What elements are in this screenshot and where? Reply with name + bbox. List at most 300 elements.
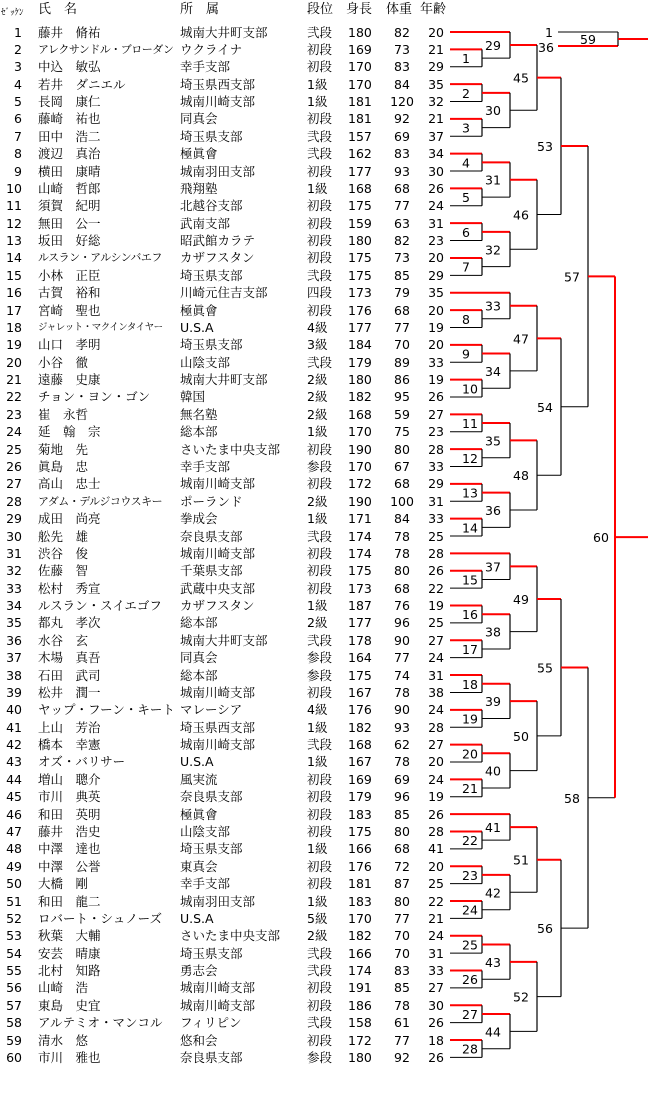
player-age: 23 <box>428 424 444 440</box>
player-affiliation: 城南大井町支部 <box>180 372 268 388</box>
player-age: 25 <box>428 528 444 544</box>
player-number: 14 <box>6 250 22 266</box>
round1-match-number: 2 <box>462 85 470 101</box>
player-rank: 弐段 <box>307 354 333 370</box>
player-name: 水谷 玄 <box>38 632 89 648</box>
round2-match-number: 43 <box>485 954 501 970</box>
player-height: 157 <box>348 128 372 144</box>
final-match-number: 60 <box>593 530 609 546</box>
player-name: 舩先 雄 <box>38 528 89 544</box>
player-weight: 80 <box>394 893 410 909</box>
player-rank: 初段 <box>307 1032 333 1048</box>
player-affiliation: 城南羽田支部 <box>180 163 256 179</box>
player-weight: 90 <box>394 632 410 648</box>
player-number: 24 <box>6 424 22 440</box>
player-weight: 78 <box>394 754 410 770</box>
player-number: 7 <box>14 128 22 144</box>
player-rank: 1級 <box>307 841 328 857</box>
player-affiliation: U.S.A <box>180 319 214 335</box>
round3-match-number: 46 <box>513 207 529 223</box>
player-number: 33 <box>6 580 22 596</box>
player-rank: 弐段 <box>307 737 333 753</box>
player-name: 石田 武司 <box>38 667 101 683</box>
round2-match-number: 32 <box>485 242 501 258</box>
player-affiliation: 奈良県支部 <box>180 528 243 544</box>
player-age: 30 <box>428 997 444 1013</box>
player-name: 田中 浩二 <box>38 128 101 144</box>
player-name: 小林 正臣 <box>38 267 101 283</box>
player-weight: 87 <box>394 876 410 892</box>
player-age: 29 <box>428 267 444 283</box>
player-age: 33 <box>428 511 444 527</box>
round1-match-number: 25 <box>462 937 478 953</box>
player-height: 175 <box>348 198 372 214</box>
player-rank: 初段 <box>307 476 333 492</box>
player-rank: 初段 <box>307 198 333 214</box>
round1-match-number: 27 <box>462 1006 478 1022</box>
player-affiliation: 東真会 <box>180 858 218 874</box>
player-number: 38 <box>6 667 22 683</box>
player-age: 28 <box>428 719 444 735</box>
round1-match-number: 6 <box>462 224 470 240</box>
player-weight: 79 <box>394 285 410 301</box>
player-weight: 68 <box>394 580 410 596</box>
player-rank: 初段 <box>307 876 333 892</box>
player-weight: 93 <box>394 163 410 179</box>
player-height: 170 <box>348 424 372 440</box>
player-affiliation: 勇志会 <box>180 963 218 979</box>
player-height: 168 <box>348 406 372 422</box>
player-weight: 68 <box>394 841 410 857</box>
player-number: 16 <box>6 285 22 301</box>
round2-match-number: 41 <box>485 820 501 836</box>
player-number: 49 <box>6 858 22 874</box>
player-number: 5 <box>14 94 22 110</box>
player-number: 39 <box>6 684 22 700</box>
player-name: ルスラン・アルシンバエフ <box>38 251 162 265</box>
player-age: 19 <box>428 372 444 388</box>
player-weight: 96 <box>394 789 410 805</box>
player-age: 35 <box>428 285 444 301</box>
player-name: 中澤 達也 <box>38 841 101 857</box>
player-height: 182 <box>348 719 372 735</box>
player-name: 高山 忠士 <box>38 476 101 492</box>
player-age: 33 <box>428 354 444 370</box>
player-number: 37 <box>6 650 22 666</box>
player-rank: 2級 <box>307 372 328 388</box>
player-name: 秋葉 大輔 <box>38 928 101 944</box>
header-weight: 体重 <box>386 2 413 17</box>
player-name: 橋本 幸憲 <box>38 737 101 753</box>
player-affiliation: 城南川崎支部 <box>180 684 256 700</box>
round1-match-number: 16 <box>462 607 478 623</box>
player-height: 173 <box>348 285 372 301</box>
player-age: 33 <box>428 963 444 979</box>
player-rank: 1級 <box>307 94 328 110</box>
player-rank: 弐段 <box>307 1015 333 1031</box>
player-name: 渡辺 真治 <box>38 146 101 162</box>
player-height: 176 <box>348 302 372 318</box>
player-number: 20 <box>6 354 22 370</box>
player-name: ヤップ・フーン・キート <box>38 702 175 718</box>
player-rank: 弐段 <box>307 24 333 40</box>
player-affiliation: 川崎元住吉支部 <box>180 285 268 301</box>
player-number: 32 <box>6 563 22 579</box>
player-name: 横田 康晴 <box>38 163 101 179</box>
player-rank: 弐段 <box>307 128 333 144</box>
player-affiliation: 城南大井町支部 <box>180 632 268 648</box>
player-name: 北村 知路 <box>38 963 101 979</box>
player-number: 3 <box>14 59 22 75</box>
player-age: 20 <box>428 858 444 874</box>
player-name: 長岡 康仁 <box>38 94 101 110</box>
player-weight: 82 <box>394 233 410 249</box>
player-age: 19 <box>428 319 444 335</box>
player-name: 無田 公一 <box>38 215 101 231</box>
player-weight: 77 <box>394 910 410 926</box>
player-weight: 86 <box>394 372 410 388</box>
player-number: 35 <box>6 615 22 631</box>
player-affiliation: 城南川崎支部 <box>180 737 256 753</box>
player-age: 27 <box>428 632 444 648</box>
round1-match-number: 3 <box>462 120 470 136</box>
player-height: 167 <box>348 684 372 700</box>
player-weight: 70 <box>394 337 410 353</box>
player-name: 松井 潤一 <box>38 684 101 700</box>
player-height: 172 <box>348 1032 372 1048</box>
round2-match-number: 44 <box>485 1024 501 1040</box>
round1-match-number: 11 <box>462 416 478 432</box>
player-weight: 90 <box>394 702 410 718</box>
player-weight: 80 <box>394 563 410 579</box>
player-affiliation: ウクライナ <box>180 41 243 57</box>
player-height: 164 <box>348 650 372 666</box>
player-affiliation: 総本部 <box>180 615 218 631</box>
player-height: 170 <box>348 910 372 926</box>
player-rank: 3級 <box>307 337 328 353</box>
player-affiliation: フィリピン <box>180 1015 242 1031</box>
player-rank: 弐段 <box>307 945 333 961</box>
player-weight: 83 <box>394 146 410 162</box>
player-rank: 4級 <box>307 702 328 718</box>
player-rank: 弐段 <box>307 632 333 648</box>
player-age: 28 <box>428 823 444 839</box>
player-affiliation: さいたま中央支部 <box>180 928 281 944</box>
player-rank: 初段 <box>307 580 333 596</box>
round1-match-number: 5 <box>462 190 470 206</box>
player-weight: 77 <box>394 319 410 335</box>
player-number: 25 <box>6 441 22 457</box>
player-name: 木場 真吾 <box>38 650 101 666</box>
player-height: 175 <box>348 823 372 839</box>
player-rank: 初段 <box>307 684 333 700</box>
round3-match-number: 50 <box>513 728 529 744</box>
player-height: 175 <box>348 667 372 683</box>
player-number: 2 <box>14 41 22 57</box>
player-height: 171 <box>348 511 372 527</box>
player-affiliation: 埼玉県支部 <box>180 337 243 353</box>
player-age: 27 <box>428 737 444 753</box>
player-height: 170 <box>348 76 372 92</box>
round1-match-number: 1 <box>462 51 470 67</box>
player-name: 成田 尚亮 <box>38 511 101 527</box>
player-weight: 63 <box>394 215 410 231</box>
player-height: 181 <box>348 94 372 110</box>
player-affiliation: 風実流 <box>180 771 218 787</box>
player-height: 190 <box>348 493 372 509</box>
player-height: 187 <box>348 598 372 614</box>
player-number: 28 <box>6 493 22 509</box>
player-height: 176 <box>348 858 372 874</box>
round1-match-number: 17 <box>462 641 478 657</box>
player-age: 27 <box>428 406 444 422</box>
round1-match-number: 19 <box>462 711 478 727</box>
player-weight: 84 <box>394 76 410 92</box>
player-number: 48 <box>6 841 22 857</box>
player-rank: 初段 <box>307 823 333 839</box>
player-number: 40 <box>6 702 22 718</box>
player-number: 31 <box>6 545 22 561</box>
player-weight: 82 <box>394 24 410 40</box>
player-name: 市川 典英 <box>38 789 101 805</box>
player-rank: 弐段 <box>307 267 333 283</box>
player-affiliation: 悠和会 <box>180 1032 218 1048</box>
player-weight: 120 <box>390 94 414 110</box>
player-number: 11 <box>6 198 22 214</box>
player-name: 菊地 先 <box>38 441 89 457</box>
round1-match-number: 22 <box>462 833 478 849</box>
player-age: 24 <box>428 928 444 944</box>
player-affiliation: 埼玉県西支部 <box>180 76 256 92</box>
player-height: 169 <box>348 771 372 787</box>
player-rank: 1級 <box>307 754 328 770</box>
player-affiliation: 幸手支部 <box>180 59 231 75</box>
player-name: 都丸 孝次 <box>38 615 101 631</box>
player-height: 158 <box>348 1015 372 1031</box>
player-name: 藤井 浩史 <box>38 823 101 839</box>
round1-match-number: 10 <box>462 381 478 397</box>
player-age: 34 <box>428 146 444 162</box>
player-weight: 61 <box>394 1015 410 1031</box>
player-height: 168 <box>348 180 372 196</box>
round2-match-number: 39 <box>485 694 501 710</box>
player-height: 175 <box>348 267 372 283</box>
player-affiliation: カザフスタン <box>180 598 255 614</box>
player-affiliation: 飛翔塾 <box>180 180 218 196</box>
player-age: 25 <box>428 876 444 892</box>
player-number: 8 <box>14 146 22 162</box>
header-age: 年齢 <box>420 2 447 17</box>
player-height: 172 <box>348 476 372 492</box>
player-name: 清水 悠 <box>38 1032 89 1048</box>
player-height: 178 <box>348 632 372 648</box>
header-name: 氏 名 <box>38 2 78 17</box>
player-rank: 弐段 <box>307 146 333 162</box>
player-age: 31 <box>428 493 444 509</box>
player-rank: 初段 <box>307 215 333 231</box>
player-affiliation: 埼玉県西支部 <box>180 719 256 735</box>
player-weight: 62 <box>394 737 410 753</box>
player-age: 31 <box>428 667 444 683</box>
player-rank: 初段 <box>307 545 333 561</box>
player-rank: 初段 <box>307 250 333 266</box>
player-height: 179 <box>348 789 372 805</box>
player-name: 渋谷 俊 <box>38 545 89 561</box>
player-number: 36 <box>6 632 22 648</box>
player-rank: 4級 <box>307 319 328 335</box>
player-affiliation: 武蔵中央支部 <box>180 580 256 596</box>
player-weight: 77 <box>394 650 410 666</box>
player-number: 27 <box>6 476 22 492</box>
player-weight: 73 <box>394 41 410 57</box>
player-weight: 72 <box>394 858 410 874</box>
player-height: 182 <box>348 389 372 405</box>
player-height: 159 <box>348 215 372 231</box>
player-name: 和田 龍二 <box>38 893 101 909</box>
player-number: 50 <box>6 876 22 892</box>
round4-match-number: 56 <box>537 921 553 937</box>
top-match-number: 59 <box>580 32 596 47</box>
player-number: 41 <box>6 719 22 735</box>
round2-match-number: 40 <box>485 763 501 779</box>
player-affiliation: 城南大井町支部 <box>180 24 268 40</box>
player-weight: 69 <box>394 128 410 144</box>
player-age: 21 <box>428 910 444 926</box>
player-age: 26 <box>428 563 444 579</box>
player-height: 180 <box>348 24 372 40</box>
header-rank: 段位 <box>307 2 334 17</box>
player-name: 和田 英明 <box>38 806 101 822</box>
round1-match-number: 14 <box>462 520 478 536</box>
player-height: 179 <box>348 354 372 370</box>
player-age: 35 <box>428 76 444 92</box>
player-affiliation: 奈良県支部 <box>180 789 243 805</box>
round4-match-number: 55 <box>537 660 553 676</box>
semifinal-match-number: 58 <box>564 790 580 806</box>
player-name: 藤井 脩祐 <box>38 24 101 40</box>
player-rank: 初段 <box>307 980 333 996</box>
player-affiliation: 城南川崎支部 <box>180 94 256 110</box>
player-affiliation: 拳成会 <box>180 511 218 527</box>
player-height: 186 <box>348 997 372 1013</box>
player-affiliation: 極眞會 <box>180 146 218 162</box>
player-name: ロバート・シュノーズ <box>38 910 163 926</box>
player-name: チョン・ヨン・ゴン <box>38 389 151 405</box>
player-weight: 93 <box>394 719 410 735</box>
player-weight: 68 <box>394 302 410 318</box>
player-affiliation: 昭武館カラテ <box>180 233 256 249</box>
player-age: 27 <box>428 980 444 996</box>
round2-match-number: 37 <box>485 559 501 575</box>
player-height: 183 <box>348 806 372 822</box>
player-height: 182 <box>348 928 372 944</box>
player-rank: 2級 <box>307 615 328 631</box>
player-weight: 75 <box>394 424 410 440</box>
player-rank: 1級 <box>307 719 328 735</box>
round2-match-number: 29 <box>485 38 501 54</box>
player-number: 30 <box>6 528 22 544</box>
round1-match-number: 20 <box>462 746 478 762</box>
player-height: 168 <box>348 737 372 753</box>
player-affiliation: 同真会 <box>180 111 218 127</box>
player-weight: 80 <box>394 823 410 839</box>
player-age: 38 <box>428 684 444 700</box>
player-affiliation: 武南支部 <box>180 215 231 231</box>
player-height: 184 <box>348 337 372 353</box>
player-height: 176 <box>348 702 372 718</box>
player-affiliation: 山陰支部 <box>180 354 231 370</box>
player-height: 177 <box>348 615 372 631</box>
player-rank: 1級 <box>307 893 328 909</box>
player-name: 須賀 紀明 <box>38 198 101 214</box>
player-affiliation: 総本部 <box>180 667 218 683</box>
player-weight: 78 <box>394 545 410 561</box>
player-rank: 1級 <box>307 598 328 614</box>
round1-match-number: 7 <box>462 259 470 275</box>
player-name: 山崎 浩 <box>38 980 89 996</box>
player-name: 山口 孝明 <box>38 337 101 353</box>
player-name: 市川 雅也 <box>38 1049 101 1065</box>
player-rank: 初段 <box>307 111 333 127</box>
player-rank: 初段 <box>307 771 333 787</box>
player-name: オズ・バリサー <box>38 754 126 770</box>
player-height: 167 <box>348 754 372 770</box>
player-name: 中澤 公誉 <box>38 858 101 874</box>
round2-match-number: 38 <box>485 624 501 640</box>
player-affiliation: U.S.A <box>180 910 214 926</box>
player-rank: 初段 <box>307 41 333 57</box>
player-weight: 67 <box>394 459 410 474</box>
player-age: 23 <box>428 233 444 249</box>
round4-match-number: 54 <box>537 399 553 415</box>
player-height: 174 <box>348 963 372 979</box>
player-weight: 68 <box>394 476 410 492</box>
player-affiliation: 千葉県支部 <box>180 563 243 579</box>
player-name: 大橋 剛 <box>38 876 89 892</box>
player-number: 57 <box>6 997 22 1013</box>
round2-match-number: 36 <box>485 502 501 518</box>
player-number: 58 <box>6 1015 22 1031</box>
round4-match-number: 53 <box>537 139 553 155</box>
round2-match-number: 31 <box>485 172 501 188</box>
player-name: 小谷 徹 <box>38 354 89 370</box>
player-number: 23 <box>6 406 22 422</box>
player-name: 山崎 哲郎 <box>38 180 101 196</box>
player-weight: 84 <box>394 511 410 527</box>
player-age: 20 <box>428 250 444 266</box>
player-affiliation: カザフスタン <box>180 250 255 266</box>
player-height: 166 <box>348 841 372 857</box>
player-number: 34 <box>6 598 22 614</box>
round1-match-number: 23 <box>462 867 478 883</box>
player-affiliation: さいたま中央支部 <box>180 441 281 457</box>
player-affiliation: 極眞會 <box>180 302 218 318</box>
player-rank: 初段 <box>307 563 333 579</box>
player-height: 191 <box>348 980 372 996</box>
player-affiliation: 幸手支部 <box>180 876 231 892</box>
player-number: 59 <box>6 1032 22 1048</box>
player-affiliation: 同真会 <box>180 650 218 666</box>
round1-match-number: 18 <box>462 676 478 692</box>
player-weight: 83 <box>394 59 410 75</box>
player-height: 181 <box>348 876 372 892</box>
round3-match-number: 52 <box>513 989 529 1005</box>
player-weight: 73 <box>394 250 410 266</box>
player-number: 52 <box>6 910 22 926</box>
player-rank: 弐段 <box>307 963 333 979</box>
player-rank: 初段 <box>307 858 333 874</box>
player-name: 崔 永哲 <box>38 406 89 422</box>
